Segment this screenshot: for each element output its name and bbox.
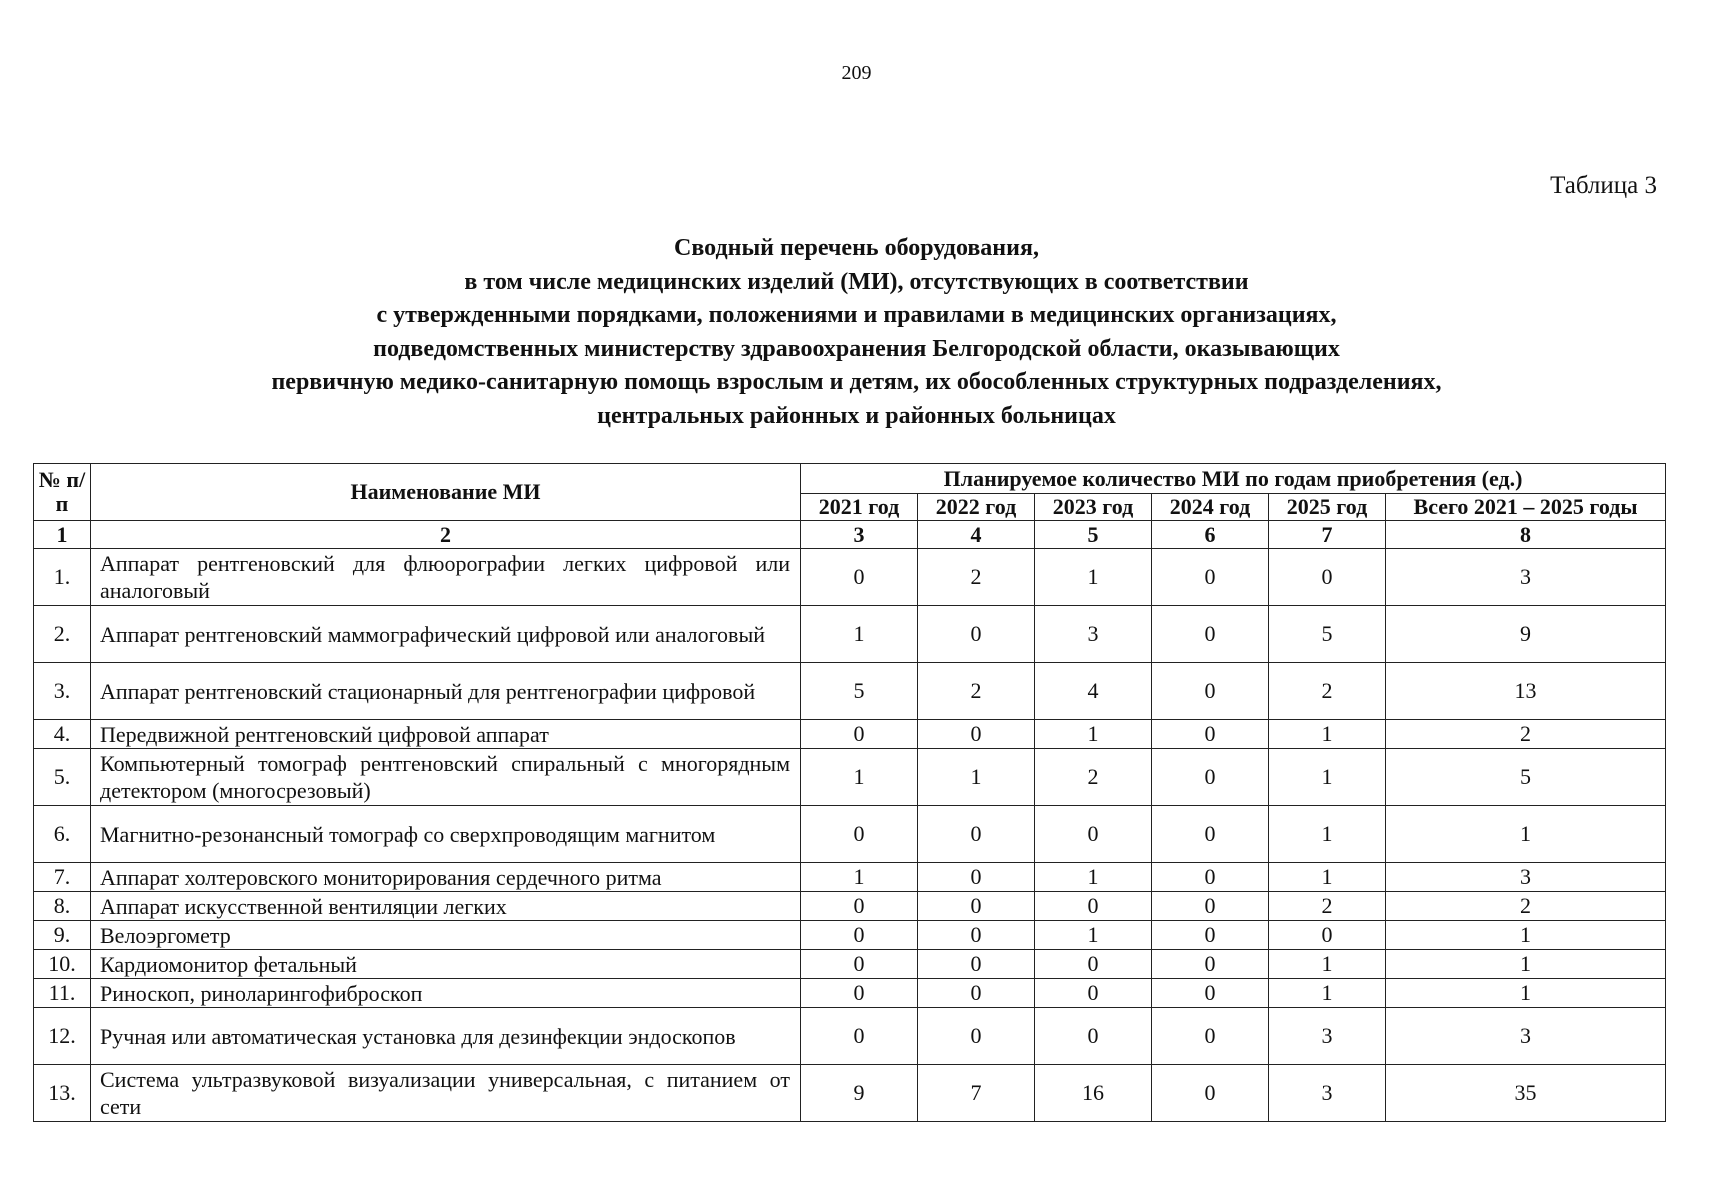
value-2021: 1: [801, 749, 918, 806]
value-2021: 1: [801, 606, 918, 663]
value-2021: 5: [801, 663, 918, 720]
value-2025: 2: [1269, 892, 1386, 921]
device-name: Аппарат холтеровского мониторирования сердечного ритма: [91, 863, 801, 892]
value-2021: 0: [801, 892, 918, 921]
table-row: [34, 663, 1666, 720]
title-line: Сводный перечень оборудования,: [674, 235, 1039, 261]
value-2023: 0: [1035, 892, 1152, 921]
value-2024: 0: [1152, 892, 1269, 921]
value-2021: 0: [801, 950, 918, 979]
column-number: 8: [1386, 521, 1666, 549]
value-2021: 0: [801, 806, 918, 863]
value-2024: 0: [1152, 950, 1269, 979]
device-name: Ручная или автоматическая установка для дезинфекции эндоскопов: [91, 1008, 801, 1065]
row-number: 9.: [34, 921, 91, 950]
header-num: № п/п: [34, 464, 91, 521]
value-2022: 0: [918, 720, 1035, 749]
value-2022: 0: [918, 606, 1035, 663]
value-2022: 7: [918, 1065, 1035, 1122]
header-year: 2024 год: [1152, 494, 1269, 521]
value-2022: 0: [918, 950, 1035, 979]
value-total: 35: [1386, 1065, 1666, 1122]
value-2025: 5: [1269, 606, 1386, 663]
value-2024: 0: [1152, 806, 1269, 863]
column-number: 3: [801, 521, 918, 549]
value-2021: 0: [801, 549, 918, 606]
value-2023: 4: [1035, 663, 1152, 720]
device-name: Передвижной рентгеновский цифровой аппарат: [91, 720, 801, 749]
device-name: Велоэргометр: [91, 921, 801, 950]
value-2025: 1: [1269, 950, 1386, 979]
value-2022: 1: [918, 749, 1035, 806]
row-number: 4.: [34, 720, 91, 749]
value-2023: 1: [1035, 549, 1152, 606]
table-row: [34, 806, 1666, 863]
value-total: 1: [1386, 950, 1666, 979]
column-number: 7: [1269, 521, 1386, 549]
value-2025: 1: [1269, 979, 1386, 1008]
title-line: с утвержденными порядками, положениями и правилами в медицинских организациях,: [376, 302, 1337, 328]
value-2024: 0: [1152, 663, 1269, 720]
row-number: 1.: [34, 549, 91, 606]
value-2023: 1: [1035, 863, 1152, 892]
row-number: 7.: [34, 863, 91, 892]
value-2022: 0: [918, 979, 1035, 1008]
value-2022: 2: [918, 663, 1035, 720]
value-2023: 1: [1035, 720, 1152, 749]
table-row: [34, 863, 1666, 892]
table-row: [34, 1008, 1666, 1065]
value-2023: 0: [1035, 950, 1152, 979]
header-planned: Планируемое количество МИ по годам приобретения (ед.): [801, 464, 1666, 494]
header-total: Всего 2021 – 2025 годы: [1386, 494, 1666, 521]
value-2025: 0: [1269, 549, 1386, 606]
equipment-table: [33, 463, 1666, 1122]
value-2023: 0: [1035, 1008, 1152, 1065]
value-2023: 0: [1035, 979, 1152, 1008]
value-2025: 1: [1269, 720, 1386, 749]
column-number: 1: [34, 521, 91, 549]
value-total: 1: [1386, 979, 1666, 1008]
header-year: 2025 год: [1269, 494, 1386, 521]
page-number: 209: [841, 62, 872, 84]
value-total: 1: [1386, 921, 1666, 950]
header-name: Наименование МИ: [91, 464, 801, 521]
value-2024: 0: [1152, 720, 1269, 749]
value-2025: 1: [1269, 749, 1386, 806]
device-name: Аппарат рентгеновский стационарный для рентгенографии цифровой: [91, 663, 801, 720]
device-name: Магнитно-резонансный томограф со сверхпроводящим магнитом: [91, 806, 801, 863]
column-number: 5: [1035, 521, 1152, 549]
value-2022: 0: [918, 1008, 1035, 1065]
value-total: 3: [1386, 549, 1666, 606]
table-row: [34, 720, 1666, 749]
title-line: в том числе медицинских изделий (МИ), отсутствующих в соответствии: [464, 268, 1249, 295]
device-name: Кардиомонитор фетальный: [91, 950, 801, 979]
header-year: 2021 год: [801, 494, 918, 521]
value-2024: 0: [1152, 749, 1269, 806]
value-2021: 0: [801, 979, 918, 1008]
row-number: 5.: [34, 749, 91, 806]
row-number: 11.: [34, 979, 91, 1008]
value-2021: 0: [801, 1008, 918, 1065]
value-2022: 0: [918, 892, 1035, 921]
row-number: 2.: [34, 606, 91, 663]
value-2025: 3: [1269, 1065, 1386, 1122]
value-2024: 0: [1152, 979, 1269, 1008]
table-row: [34, 921, 1666, 950]
device-name: Риноскоп, риноларингофиброскоп: [91, 979, 801, 1008]
table-row: [34, 950, 1666, 979]
value-total: 1: [1386, 806, 1666, 863]
value-2023: 0: [1035, 806, 1152, 863]
value-total: 9: [1386, 606, 1666, 663]
value-2025: 1: [1269, 806, 1386, 863]
column-number: 2: [91, 521, 801, 549]
value-2024: 0: [1152, 1008, 1269, 1065]
table-row: [34, 1065, 1666, 1122]
value-2023: 3: [1035, 606, 1152, 663]
value-2022: 0: [918, 921, 1035, 950]
row-number: 8.: [34, 892, 91, 921]
document-title: [0, 232, 1713, 433]
value-total: 2: [1386, 892, 1666, 921]
row-number: 12.: [34, 1008, 91, 1065]
value-2024: 0: [1152, 863, 1269, 892]
device-name: Аппарат рентгеновский для флюорографии легких цифровой или аналоговый: [91, 549, 801, 606]
column-number: 6: [1152, 521, 1269, 549]
value-2023: 1: [1035, 921, 1152, 950]
header-year: 2022 год: [918, 494, 1035, 521]
table-row: [34, 979, 1666, 1008]
value-2021: 1: [801, 863, 918, 892]
value-total: 5: [1386, 749, 1666, 806]
row-number: 6.: [34, 806, 91, 863]
row-number: 3.: [34, 663, 91, 720]
value-2021: 0: [801, 720, 918, 749]
column-number: 4: [918, 521, 1035, 549]
value-2022: 0: [918, 806, 1035, 863]
value-2024: 0: [1152, 921, 1269, 950]
value-2022: 0: [918, 863, 1035, 892]
title-line: первичную медико-санитарную помощь взрослым и детям, их обособленных структурных подразделениях,: [271, 369, 1442, 395]
device-name: Аппарат рентгеновский маммографический цифровой или аналоговый: [91, 606, 801, 663]
table-row: [34, 606, 1666, 663]
title-line: центральных районных и районных больницах: [597, 402, 1116, 429]
value-total: 3: [1386, 1008, 1666, 1065]
table-label: Таблица 3: [1550, 172, 1657, 199]
row-number: 10.: [34, 950, 91, 979]
header-year: 2023 год: [1035, 494, 1152, 521]
device-name: Компьютерный томограф рентгеновский спиральный с многорядным детектором (многосрезовый): [91, 749, 801, 806]
table-row: [34, 749, 1666, 806]
value-2023: 16: [1035, 1065, 1152, 1122]
value-2025: 3: [1269, 1008, 1386, 1065]
title-line: подведомственных министерству здравоохранения Белгородской области, оказывающих: [373, 335, 1340, 362]
value-2024: 0: [1152, 606, 1269, 663]
value-2025: 0: [1269, 921, 1386, 950]
device-name: Система ультразвуковой визуализации универсальная, с питанием от сети: [91, 1065, 801, 1122]
value-total: 2: [1386, 720, 1666, 749]
table-row: [34, 892, 1666, 921]
value-2023: 2: [1035, 749, 1152, 806]
value-2025: 1: [1269, 863, 1386, 892]
value-2021: 9: [801, 1065, 918, 1122]
row-number: 13.: [34, 1065, 91, 1122]
value-2022: 2: [918, 549, 1035, 606]
value-2024: 0: [1152, 1065, 1269, 1122]
device-name: Аппарат искусственной вентиляции легких: [91, 892, 801, 921]
value-total: 3: [1386, 863, 1666, 892]
value-2025: 2: [1269, 663, 1386, 720]
value-2021: 0: [801, 921, 918, 950]
value-total: 13: [1386, 663, 1666, 720]
table-row: [34, 549, 1666, 606]
value-2024: 0: [1152, 549, 1269, 606]
